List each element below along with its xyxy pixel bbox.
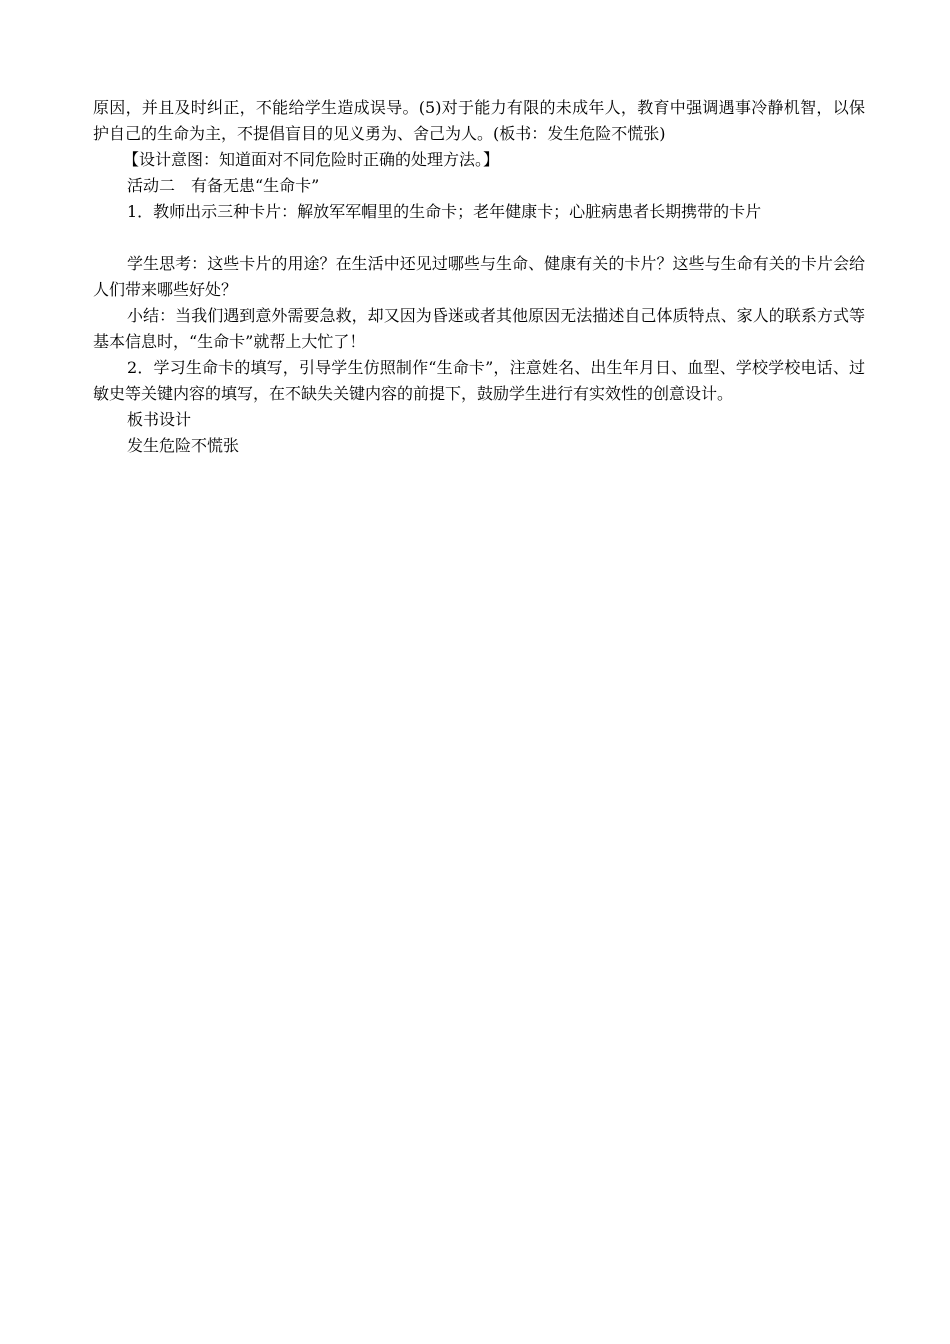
paragraph-lesson-step-5: 原因，并且及时纠正，不能给学生造成误导。(5)对于能力有限的未成年人，教育中强调遇事冷静机智，以保护自己的生命为主，不提倡盲目的见义勇为、舍己为人。(板书：发生危险不慌张) [93, 98, 865, 143]
paragraph-student-thinking: 学生思考：这些卡片的用途？在生活中还见过哪些与生命、健康有关的卡片？这些与生命有关的卡片会给人们带来哪些好处？ [93, 254, 865, 299]
paragraph-learn-card-filling: 2．学习生命卡的填写，引导学生仿照制作“生命卡”，注意姓名、出生年月日、血型、学校学校电话、过敏史等关键内容的填写，在不缺失关键内容的前提下，鼓励学生进行有实效性的创意设计。 [93, 358, 865, 403]
blank-line [93, 225, 865, 251]
document-page [93, 95, 865, 459]
paragraph-activity-two-title: 活动二 有备无患“生命卡” [127, 176, 320, 195]
paragraph-design-intent: 【设计意图：知道面对不同危险时正确的处理方法。】 [123, 150, 500, 169]
paragraph-board-design-heading: 板书设计 [127, 410, 192, 429]
paragraph-board-design-content: 发生危险不慌张 [127, 436, 240, 455]
paragraph-teacher-shows-cards: 1．教师出示三种卡片：解放军军帽里的生命卡；老年健康卡；心脏病患者长期携带的卡片 [127, 202, 762, 221]
paragraph-summary: 小结：当我们遇到意外需要急救，却又因为昏迷或者其他原因无法描述自己体质特点、家人的联系方式等基本信息时，“生命卡”就帮上大忙了！ [93, 306, 865, 351]
